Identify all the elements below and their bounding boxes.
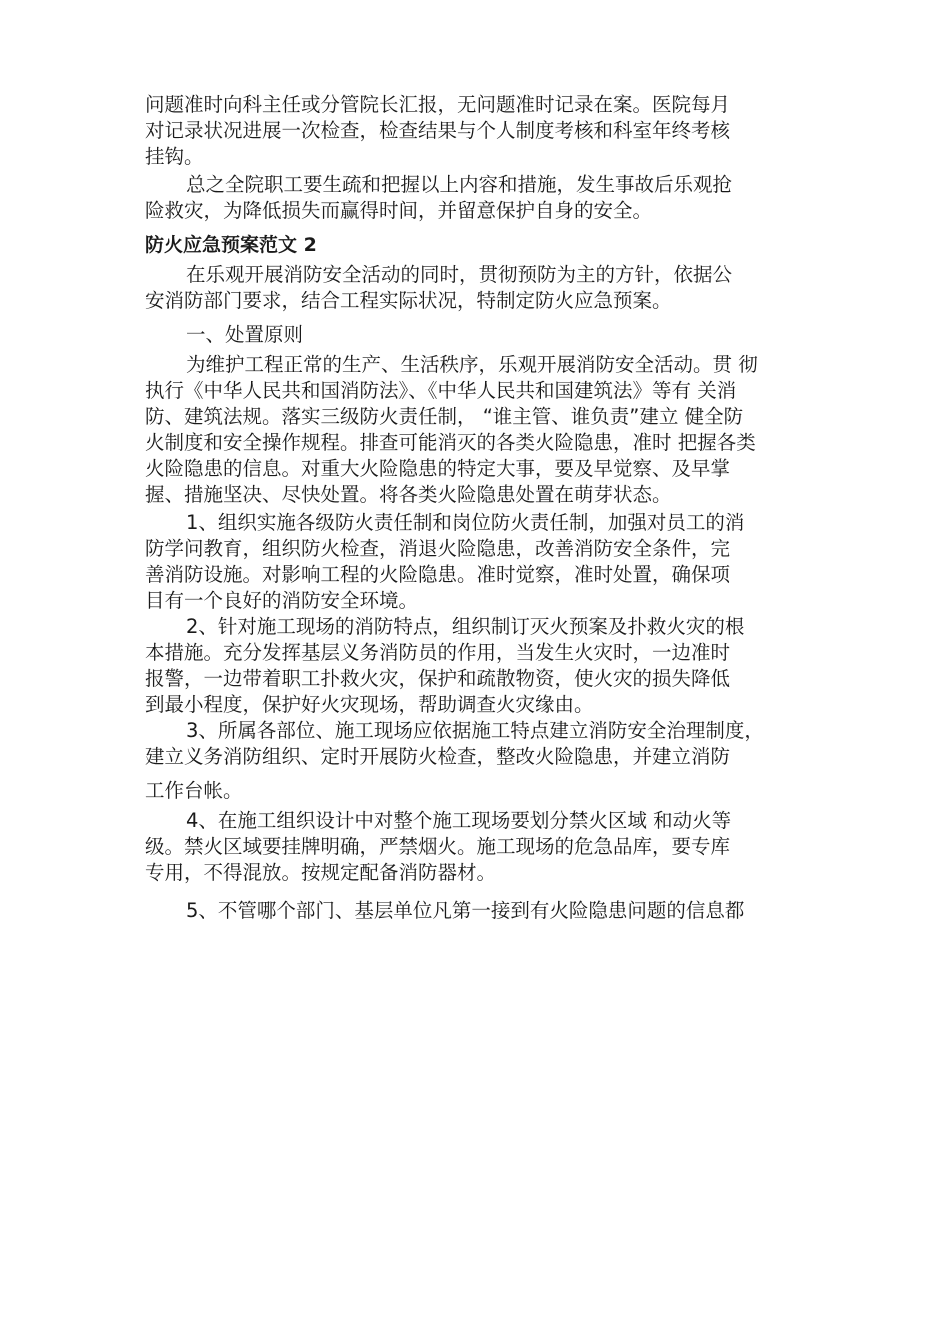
text-line: 3、所属各部位、施工现场应依据施工特点建立消防安全治理制度， <box>186 719 764 742</box>
text-line: 到最小程度，保护好火灾现场，帮助调查火灾缘由。 <box>145 693 594 716</box>
text-line: 建立义务消防组织、定时开展防火检查，整改火险隐患，并建立消防 <box>145 745 731 768</box>
text-line: 安消防部门要求，结合工程实际状况，特制定防火应急预案。 <box>145 289 672 312</box>
text-line: 1、组织实施各级防火责任制和岗位防火责任制，加强对员工的消 <box>186 511 745 534</box>
text-line: 为维护工程正常的生产、生活秩序，乐观开展消防安全活动。贯 彻 <box>186 353 758 376</box>
text-line: 火险隐患的信息。对重大火险隐患的特定大事，要及早觉察、及早掌 <box>145 457 731 480</box>
text-line: 握、措施坚决、尽快处置。将各类火险隐患处置在萌芽状态。 <box>145 483 672 506</box>
text-line: 专用，不得混放。按规定配备消防器材。 <box>145 861 497 884</box>
text-line: 险救灾，为降低损失而赢得时间，并留意保护自身的安全。 <box>145 199 653 222</box>
text-line: 对记录状况进展一次检查，检查结果与个人制度考核和科室年终考核 <box>145 119 731 142</box>
text-line: 挂钩。 <box>145 145 204 168</box>
text-line: 目有一个良好的消防安全环境。 <box>145 589 419 612</box>
text-line: 本措施。充分发挥基层义务消防员的作用，当发生火灾时，一边准时 <box>145 641 731 664</box>
text-line: 在乐观开展消防安全活动的同时，贯彻预防为主的方针，依据公 <box>186 263 733 286</box>
subsection-heading: 一、处置原则 <box>186 323 304 346</box>
text-line: 级。禁火区域要挂牌明确，严禁烟火。施工现场的危急品库，要专库 <box>145 835 731 858</box>
text-line: 5、不管哪个部门、基层单位凡第一接到有火险隐患问题的信息都 <box>186 899 745 922</box>
text-line: 执行《中华人民共和国消防法》、《中华人民共和国建筑法》等有 关消 <box>145 379 737 402</box>
text-line: 善消防设施。对影响工程的火险隐患。准时觉察，准时处置，确保项 <box>145 563 731 586</box>
section-heading: 防火应急预案范文 2 <box>145 234 317 256</box>
text-line: 工作台帐。 <box>145 779 243 802</box>
text-line: 总之全院职工要生疏和把握以上内容和措施，发生事故后乐观抢 <box>186 173 733 196</box>
text-line: 防学问教育，组织防火检查，消退火险隐患，改善消防安全条件，完 <box>145 537 731 560</box>
text-line: 火制度和安全操作规程。排查可能消灭的各类火险隐患，准时 把握各类 <box>145 431 756 454</box>
text-line: 防、建筑法规。落实三级防火责任制， “谁主管、谁负责”建立 健全防 <box>145 405 744 428</box>
text-line: 问题准时向科主任或分管院长汇报，无问题准时记录在案。医院每月 <box>145 93 731 116</box>
text-line: 2、针对施工现场的消防特点，组织制订灭火预案及扑救火灾的根 <box>186 615 745 638</box>
text-line: 报警，一边带着职工扑救火灾，保护和疏散物资，使火灾的损失降低 <box>145 667 731 690</box>
text-line: 4、在施工组织设计中对整个施工现场要划分禁火区域 和动火等 <box>186 809 732 832</box>
